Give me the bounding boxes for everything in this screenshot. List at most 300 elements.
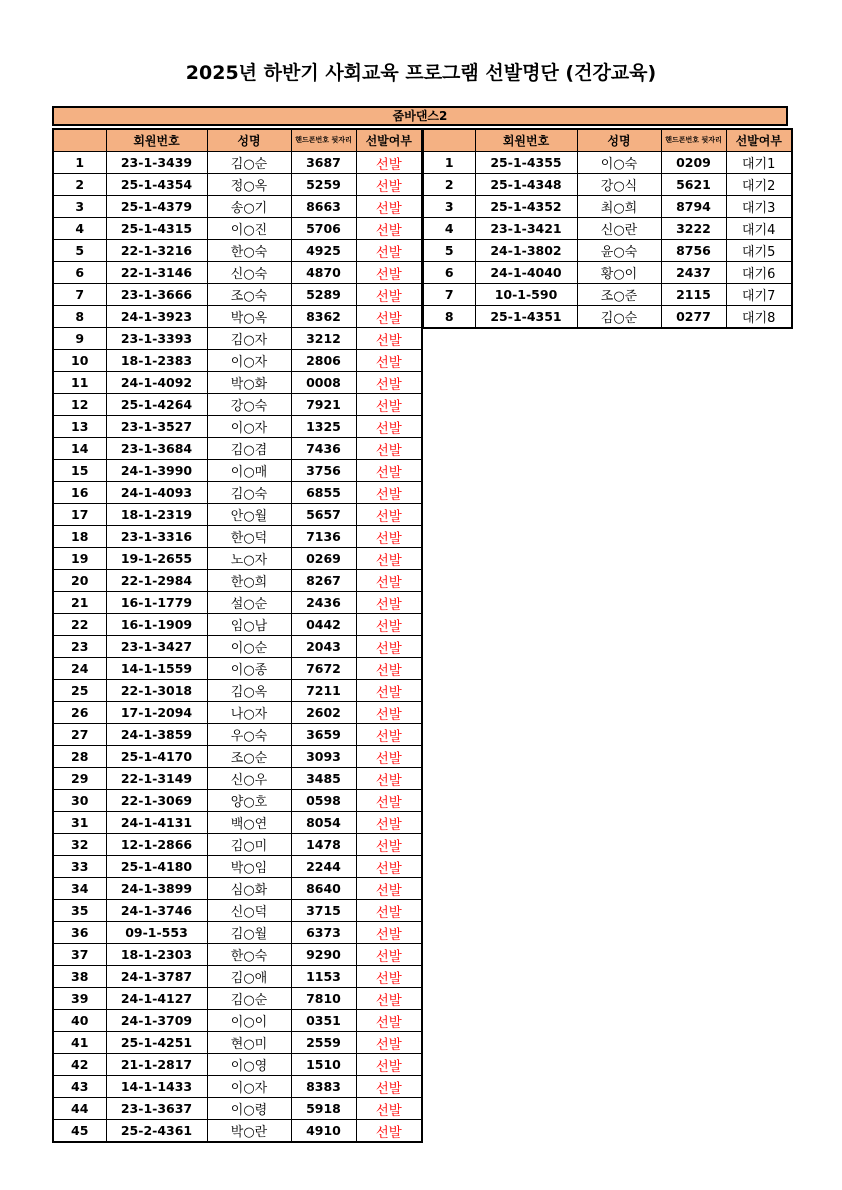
member-no-cell: 22-1-3146	[106, 262, 207, 284]
status-cell: 선발	[356, 460, 422, 482]
phone-cell: 3222	[661, 218, 726, 240]
phone-cell: 2559	[291, 1032, 356, 1054]
member-no-cell: 23-1-3427	[106, 636, 207, 658]
status-cell: 대기4	[726, 218, 792, 240]
name-cell: 이○숙	[577, 152, 661, 174]
row-no: 43	[53, 1076, 106, 1098]
table-row	[53, 592, 422, 614]
status-cell: 선발	[356, 1120, 422, 1143]
table-row	[53, 614, 422, 636]
table-row	[53, 724, 422, 746]
name-cell: 이○영	[207, 1054, 291, 1076]
status-cell: 선발	[356, 526, 422, 548]
phone-cell: 8267	[291, 570, 356, 592]
row-no: 11	[53, 372, 106, 394]
header-member-no: 회원번호	[475, 129, 577, 152]
phone-cell: 4925	[291, 240, 356, 262]
status-cell: 선발	[356, 548, 422, 570]
row-no: 32	[53, 834, 106, 856]
status-cell: 선발	[356, 1076, 422, 1098]
member-no-cell: 25-1-4379	[106, 196, 207, 218]
name-cell: 이○자	[207, 1076, 291, 1098]
name-cell: 신○우	[207, 768, 291, 790]
name-cell: 김○미	[207, 834, 291, 856]
table-row	[53, 922, 422, 944]
row-no: 17	[53, 504, 106, 526]
header-phone: 핸드폰번호 뒷자리	[661, 129, 726, 152]
phone-cell: 7810	[291, 988, 356, 1010]
table-row	[423, 306, 792, 329]
name-cell: 신○숙	[207, 262, 291, 284]
member-no-cell: 22-1-2984	[106, 570, 207, 592]
row-no: 6	[53, 262, 106, 284]
row-no: 4	[423, 218, 475, 240]
name-cell: 김○겸	[207, 438, 291, 460]
table-row	[53, 746, 422, 768]
status-cell: 선발	[356, 790, 422, 812]
status-cell: 대기8	[726, 306, 792, 329]
table-row	[53, 196, 422, 218]
status-cell: 선발	[356, 1032, 422, 1054]
phone-cell: 1510	[291, 1054, 356, 1076]
status-cell: 선발	[356, 658, 422, 680]
phone-cell: 8362	[291, 306, 356, 328]
status-cell: 선발	[356, 218, 422, 240]
name-cell: 한○덕	[207, 526, 291, 548]
table-row	[53, 878, 422, 900]
phone-cell: 0442	[291, 614, 356, 636]
status-cell: 선발	[356, 570, 422, 592]
phone-cell: 0008	[291, 372, 356, 394]
status-cell: 선발	[356, 504, 422, 526]
row-no: 40	[53, 1010, 106, 1032]
member-no-cell: 16-1-1779	[106, 592, 207, 614]
table-row	[53, 658, 422, 680]
member-no-cell: 19-1-2655	[106, 548, 207, 570]
member-no-cell: 18-1-2383	[106, 350, 207, 372]
status-cell: 선발	[356, 350, 422, 372]
status-cell: 대기5	[726, 240, 792, 262]
member-no-cell: 25-1-4264	[106, 394, 207, 416]
phone-cell: 8756	[661, 240, 726, 262]
row-no: 18	[53, 526, 106, 548]
name-cell: 이○이	[207, 1010, 291, 1032]
phone-cell: 3687	[291, 152, 356, 174]
status-cell: 선발	[356, 1054, 422, 1076]
member-no-cell: 23-1-3666	[106, 284, 207, 306]
name-cell: 이○자	[207, 350, 291, 372]
status-cell: 선발	[356, 922, 422, 944]
row-no: 2	[53, 174, 106, 196]
row-no: 23	[53, 636, 106, 658]
name-cell: 송○기	[207, 196, 291, 218]
name-cell: 한○희	[207, 570, 291, 592]
table-row	[53, 944, 422, 966]
table-row	[423, 240, 792, 262]
table-row	[53, 218, 422, 240]
status-cell: 선발	[356, 1010, 422, 1032]
member-no-cell: 24-1-3923	[106, 306, 207, 328]
member-no-cell: 25-2-4361	[106, 1120, 207, 1143]
row-no: 44	[53, 1098, 106, 1120]
member-no-cell: 24-1-4127	[106, 988, 207, 1010]
table-row	[53, 262, 422, 284]
status-cell: 선발	[356, 988, 422, 1010]
table-header-row	[53, 129, 422, 152]
row-no: 30	[53, 790, 106, 812]
phone-cell: 5918	[291, 1098, 356, 1120]
member-no-cell: 21-1-2817	[106, 1054, 207, 1076]
name-cell: 박○란	[207, 1120, 291, 1143]
table-row	[53, 768, 422, 790]
member-no-cell: 24-1-3787	[106, 966, 207, 988]
table-row	[53, 526, 422, 548]
name-cell: 조○숙	[207, 284, 291, 306]
status-cell: 선발	[356, 372, 422, 394]
status-cell: 선발	[356, 306, 422, 328]
phone-cell: 6855	[291, 482, 356, 504]
table-row	[423, 218, 792, 240]
status-cell: 선발	[356, 196, 422, 218]
table-row	[53, 328, 422, 350]
row-no: 6	[423, 262, 475, 284]
member-no-cell: 24-1-4092	[106, 372, 207, 394]
member-no-cell: 17-1-2094	[106, 702, 207, 724]
table-row	[53, 680, 422, 702]
member-no-cell: 24-1-4040	[475, 262, 577, 284]
name-cell: 김○순	[577, 306, 661, 329]
phone-cell: 0277	[661, 306, 726, 329]
phone-cell: 0351	[291, 1010, 356, 1032]
row-no: 13	[53, 416, 106, 438]
status-cell: 선발	[356, 636, 422, 658]
table-row	[423, 196, 792, 218]
header-name: 성명	[207, 129, 291, 152]
table-row	[53, 1032, 422, 1054]
phone-cell: 3715	[291, 900, 356, 922]
phone-cell: 7921	[291, 394, 356, 416]
table-row	[53, 394, 422, 416]
status-cell: 선발	[356, 900, 422, 922]
status-cell: 선발	[356, 966, 422, 988]
name-cell: 한○숙	[207, 944, 291, 966]
member-no-cell: 23-1-3527	[106, 416, 207, 438]
row-no: 36	[53, 922, 106, 944]
phone-cell: 7672	[291, 658, 356, 680]
header-phone: 핸드폰번호 뒷자리	[291, 129, 356, 152]
phone-cell: 3212	[291, 328, 356, 350]
name-cell: 강○식	[577, 174, 661, 196]
phone-cell: 2806	[291, 350, 356, 372]
status-cell: 선발	[356, 394, 422, 416]
name-cell: 노○자	[207, 548, 291, 570]
phone-cell: 7436	[291, 438, 356, 460]
status-cell: 선발	[356, 416, 422, 438]
phone-cell: 2437	[661, 262, 726, 284]
row-no: 3	[423, 196, 475, 218]
phone-cell: 9290	[291, 944, 356, 966]
row-no: 19	[53, 548, 106, 570]
member-no-cell: 22-1-3018	[106, 680, 207, 702]
row-no: 15	[53, 460, 106, 482]
name-cell: 정○옥	[207, 174, 291, 196]
row-no: 34	[53, 878, 106, 900]
phone-cell: 7211	[291, 680, 356, 702]
phone-cell: 2115	[661, 284, 726, 306]
member-no-cell: 10-1-590	[475, 284, 577, 306]
row-no: 41	[53, 1032, 106, 1054]
name-cell: 심○화	[207, 878, 291, 900]
row-no: 16	[53, 482, 106, 504]
phone-cell: 5259	[291, 174, 356, 196]
phone-cell: 0209	[661, 152, 726, 174]
table-row	[53, 790, 422, 812]
name-cell: 우○숙	[207, 724, 291, 746]
table-row	[53, 416, 422, 438]
member-no-cell: 24-1-3990	[106, 460, 207, 482]
table-row	[423, 284, 792, 306]
header-no	[53, 129, 106, 152]
row-no: 5	[53, 240, 106, 262]
member-no-cell: 12-1-2866	[106, 834, 207, 856]
selected-table	[52, 128, 423, 1143]
member-no-cell: 16-1-1909	[106, 614, 207, 636]
phone-cell: 3093	[291, 746, 356, 768]
name-cell: 박○임	[207, 856, 291, 878]
status-cell: 대기1	[726, 152, 792, 174]
name-cell: 최○희	[577, 196, 661, 218]
member-no-cell: 22-1-3216	[106, 240, 207, 262]
row-no: 1	[53, 152, 106, 174]
phone-cell: 5657	[291, 504, 356, 526]
waitlist-table	[422, 128, 793, 329]
row-no: 7	[423, 284, 475, 306]
status-cell: 대기3	[726, 196, 792, 218]
row-no: 25	[53, 680, 106, 702]
table-row	[53, 702, 422, 724]
name-cell: 신○란	[577, 218, 661, 240]
row-no: 10	[53, 350, 106, 372]
table-row	[53, 350, 422, 372]
name-cell: 황○이	[577, 262, 661, 284]
name-cell: 이○자	[207, 416, 291, 438]
name-cell: 나○자	[207, 702, 291, 724]
row-no: 31	[53, 812, 106, 834]
name-cell: 설○순	[207, 592, 291, 614]
name-cell: 안○월	[207, 504, 291, 526]
phone-cell: 1478	[291, 834, 356, 856]
phone-cell: 1325	[291, 416, 356, 438]
name-cell: 강○숙	[207, 394, 291, 416]
row-no: 7	[53, 284, 106, 306]
member-no-cell: 23-1-3684	[106, 438, 207, 460]
member-no-cell: 23-1-3393	[106, 328, 207, 350]
member-no-cell: 25-1-4315	[106, 218, 207, 240]
table-row	[53, 372, 422, 394]
status-cell: 선발	[356, 174, 422, 196]
name-cell: 김○애	[207, 966, 291, 988]
header-no	[423, 129, 475, 152]
member-no-cell: 09-1-553	[106, 922, 207, 944]
row-no: 4	[53, 218, 106, 240]
name-cell: 김○순	[207, 152, 291, 174]
member-no-cell: 25-1-4352	[475, 196, 577, 218]
table-row	[53, 1054, 422, 1076]
table-row	[53, 570, 422, 592]
table-row	[53, 174, 422, 196]
table-row	[423, 262, 792, 284]
phone-cell: 4910	[291, 1120, 356, 1143]
name-cell: 현○미	[207, 1032, 291, 1054]
name-cell: 박○화	[207, 372, 291, 394]
phone-cell: 8794	[661, 196, 726, 218]
phone-cell: 2244	[291, 856, 356, 878]
member-no-cell: 25-1-4355	[475, 152, 577, 174]
row-no: 42	[53, 1054, 106, 1076]
row-no: 45	[53, 1120, 106, 1143]
table-row	[53, 548, 422, 570]
table-header-row	[423, 129, 792, 152]
member-no-cell: 24-1-3802	[475, 240, 577, 262]
name-cell: 박○옥	[207, 306, 291, 328]
status-cell: 대기6	[726, 262, 792, 284]
table-row	[53, 306, 422, 328]
member-no-cell: 24-1-4093	[106, 482, 207, 504]
row-no: 12	[53, 394, 106, 416]
member-no-cell: 25-1-4354	[106, 174, 207, 196]
name-cell: 김○옥	[207, 680, 291, 702]
row-no: 21	[53, 592, 106, 614]
phone-cell: 8663	[291, 196, 356, 218]
row-no: 27	[53, 724, 106, 746]
member-no-cell: 18-1-2303	[106, 944, 207, 966]
table-row	[53, 504, 422, 526]
table-row	[53, 834, 422, 856]
phone-cell: 0598	[291, 790, 356, 812]
table-row	[423, 152, 792, 174]
phone-cell: 1153	[291, 966, 356, 988]
member-no-cell: 18-1-2319	[106, 504, 207, 526]
status-cell: 대기7	[726, 284, 792, 306]
status-cell: 선발	[356, 834, 422, 856]
member-no-cell: 14-1-1433	[106, 1076, 207, 1098]
member-no-cell: 24-1-3859	[106, 724, 207, 746]
status-cell: 선발	[356, 262, 422, 284]
table-row	[53, 1076, 422, 1098]
status-cell: 선발	[356, 724, 422, 746]
phone-cell: 8383	[291, 1076, 356, 1098]
status-cell: 선발	[356, 768, 422, 790]
table-row	[53, 988, 422, 1010]
name-cell: 윤○숙	[577, 240, 661, 262]
table-row	[53, 1098, 422, 1120]
status-cell: 선발	[356, 438, 422, 460]
row-no: 24	[53, 658, 106, 680]
member-no-cell: 25-1-4251	[106, 1032, 207, 1054]
member-no-cell: 14-1-1559	[106, 658, 207, 680]
row-no: 38	[53, 966, 106, 988]
status-cell: 선발	[356, 284, 422, 306]
status-cell: 선발	[356, 812, 422, 834]
phone-cell: 0269	[291, 548, 356, 570]
phone-cell: 3485	[291, 768, 356, 790]
status-cell: 선발	[356, 746, 422, 768]
table-row	[53, 812, 422, 834]
member-no-cell: 23-1-3421	[475, 218, 577, 240]
name-cell: 조○순	[207, 746, 291, 768]
status-cell: 선발	[356, 592, 422, 614]
row-no: 37	[53, 944, 106, 966]
member-no-cell: 25-1-4180	[106, 856, 207, 878]
phone-cell: 8054	[291, 812, 356, 834]
name-cell: 한○숙	[207, 240, 291, 262]
table-row	[53, 636, 422, 658]
status-cell: 선발	[356, 878, 422, 900]
name-cell: 이○령	[207, 1098, 291, 1120]
row-no: 8	[53, 306, 106, 328]
name-cell: 이○종	[207, 658, 291, 680]
status-cell: 선발	[356, 1098, 422, 1120]
member-no-cell: 24-1-3899	[106, 878, 207, 900]
member-no-cell: 23-1-3637	[106, 1098, 207, 1120]
table-row	[53, 856, 422, 878]
status-cell: 선발	[356, 614, 422, 636]
name-cell: 이○매	[207, 460, 291, 482]
header-status: 선발여부	[726, 129, 792, 152]
member-no-cell: 25-1-4348	[475, 174, 577, 196]
table-row	[53, 152, 422, 174]
phone-cell: 8640	[291, 878, 356, 900]
table-row	[53, 966, 422, 988]
row-no: 2	[423, 174, 475, 196]
member-no-cell: 24-1-4131	[106, 812, 207, 834]
status-cell: 선발	[356, 328, 422, 350]
row-no: 8	[423, 306, 475, 329]
header-name: 성명	[577, 129, 661, 152]
table-row	[53, 1010, 422, 1032]
row-no: 3	[53, 196, 106, 218]
member-no-cell: 25-1-4170	[106, 746, 207, 768]
name-cell: 김○순	[207, 988, 291, 1010]
name-cell: 김○월	[207, 922, 291, 944]
row-no: 39	[53, 988, 106, 1010]
row-no: 9	[53, 328, 106, 350]
phone-cell: 2043	[291, 636, 356, 658]
page-title: 2025년 하반기 사회교육 프로그램 선발명단 (건강교육)	[185, 62, 657, 84]
name-cell: 조○준	[577, 284, 661, 306]
phone-cell: 5621	[661, 174, 726, 196]
phone-cell: 3756	[291, 460, 356, 482]
status-cell: 선발	[356, 680, 422, 702]
member-no-cell: 22-1-3149	[106, 768, 207, 790]
member-no-cell: 25-1-4351	[475, 306, 577, 329]
table-row	[53, 438, 422, 460]
name-cell: 임○남	[207, 614, 291, 636]
table-row	[53, 284, 422, 306]
row-no: 26	[53, 702, 106, 724]
status-cell: 선발	[356, 944, 422, 966]
status-cell: 선발	[356, 152, 422, 174]
table-row	[423, 174, 792, 196]
status-cell: 선발	[356, 856, 422, 878]
status-cell: 대기2	[726, 174, 792, 196]
member-no-cell: 23-1-3439	[106, 152, 207, 174]
header-status: 선발여부	[356, 129, 422, 152]
name-cell: 이○진	[207, 218, 291, 240]
phone-cell: 6373	[291, 922, 356, 944]
phone-cell: 7136	[291, 526, 356, 548]
status-cell: 선발	[356, 702, 422, 724]
